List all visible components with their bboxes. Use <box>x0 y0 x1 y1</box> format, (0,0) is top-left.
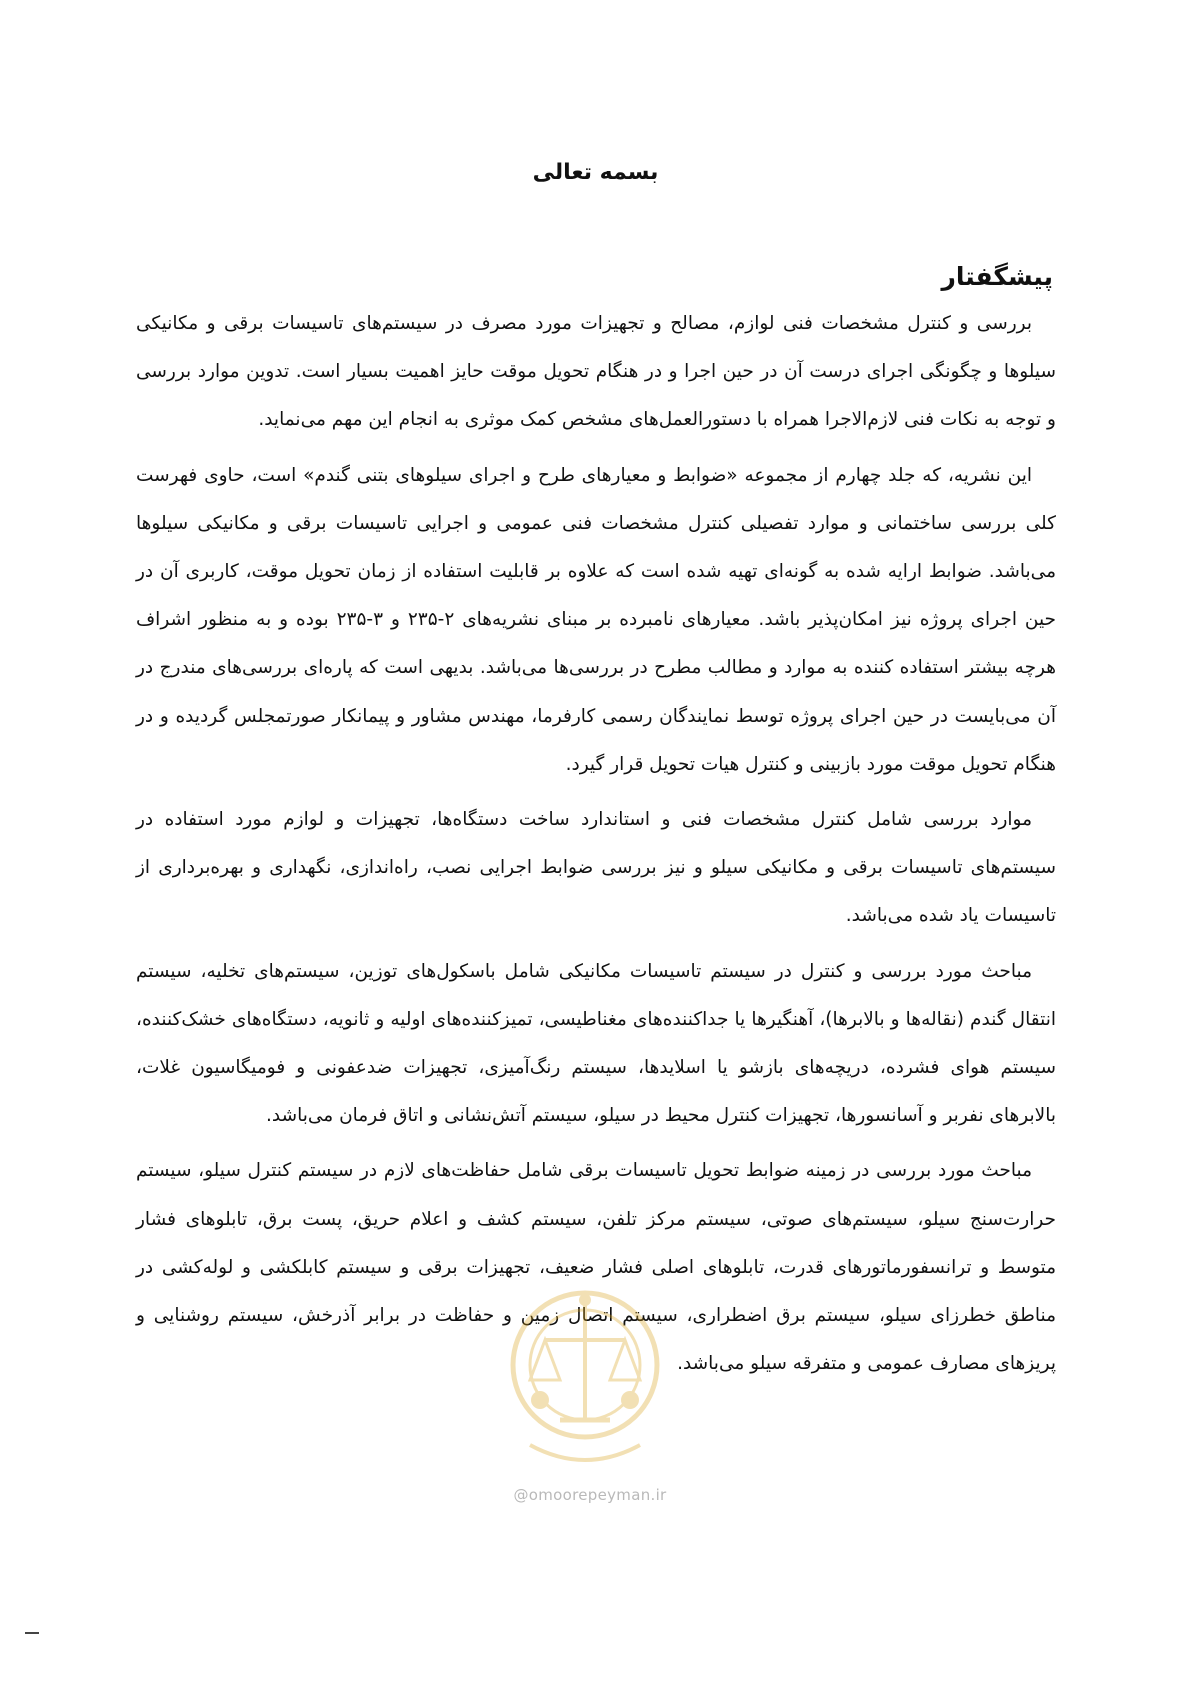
paragraph-1: بررسی و کنترل مشخصات فنی لوازم، مصالح و تجهیزات مورد مصرف در سیستم‌های تاسیسات برقی و مکانیکی سیلوها و چگونگی اجرای درست آن در حین اجرا و در هنگام تحویل موقت حایز اهمیت بسیار است. تدوین موارد بررسی و توجه به نکات فنی لازم‌الاجرا همراه با دستورالعمل‌های مشخص کمک موثری به انجام این مهم می‌نماید. <box>136 313 1056 431</box>
document-body <box>136 300 1056 1395</box>
paragraph-4: مباحث مورد بررسی و کنترل در سیستم تاسیسات مکانیکی شامل باسکول‌های توزین، سیستم‌های تخلیه، سیستم انتقال گندم (نقاله‌ها و بالابرها)، آهنگیرها یا جداکننده‌های مغناطیسی، تمیزکننده‌های اولیه و ثانویه، دستگاه‌های خشک‌کننده، سیستم هوای فشرده، دریچه‌های بازشو یا اسلایدها، سیستم رنگ‌آمیزی، تجهیزات ضدعفونی و فومیگاسیون غلات، بالابرهای نفربر و آسانسورها، تجهیزات کنترل محیط در سیلو، سیستم آتش‌نشانی و اتاق فرمان می‌باشد. <box>136 960 1056 1127</box>
paragraph-3: موارد بررسی شامل کنترل مشخصات فنی و استاندارد ساخت دستگاه‌ها، تجهیزات و لوازم مورد استفاده در سیستم‌های تاسیسات برقی و مکانیکی سیلو و نیز بررسی ضوابط اجرایی نصب، راه‌اندازی، نگهداری و بهره‌برداری از تاسیسات یاد شده می‌باشد. <box>136 809 1056 927</box>
paragraph-5: مباحث مورد بررسی در زمینه ضوابط تحویل تاسیسات برقی شامل حفاظت‌های لازم در سیستم کنترل سیلو، سیستم حرارت‌سنج سیلو، سیستم‌های صوتی، سیستم مرکز تلفن، سیستم کشف و اعلام حریق، پست برق، تابلوهای فشار متوسط و ترانسفورماتورهای قدرت، تابلوهای اصلی فشار ضعیف، تجهیزات برقی و سیستم کابلکشی و لوله‌کشی در مناطق خطرزای سیلو، سیستم برق اضطراری، سیستم اتصال زمین و حفاظت در برابر آذرخش، سیستم روشنایی و پریزهای مصارف عمومی و متفرقه سیلو می‌باشد. <box>136 1160 1056 1375</box>
paragraph-2: این نشریه، که جلد چهارم از مجموعه «ضوابط و معیارهای طرح و اجرای سیلوهای بتنی گندم» است، حاوی فهرست کلی بررسی ساختمانی و موارد تفصیلی کنترل مشخصات فنی عمومی و اجرایی تاسیسات برقی و مکانیکی سیلوها می‌باشد. ضوابط ارایه شده به گونه‌ای تهیه شده است که علاوه بر قابلیت استفاده از زمان تحویل موقت، کاربری آن در حین اجرای پروژه نیز امکان‌پذیر باشد. معیارهای نامبرده بر مبنای نشریه‌های ۲-۲۳۵ و ۳-۲۳۵ بوده و به منظور اشراف هرچه بیشتر استفاده کننده به موارد و مطالب مطرح در بررسی‌ها می‌باشد. بدیهی است که پاره‌ای بررسی‌های مندرج در آن می‌بایست در حین اجرای پروژه توسط نمایندگان رسمی کارفرما، مهندس مشاور و پیمانکار صورتمجلس گردیده و در هنگام تحویل موقت مورد بازبینی و کنترل هیات تحویل قرار گیرد. <box>136 464 1056 775</box>
document-header: بسمه تعالی <box>532 160 659 185</box>
watermark-text: @omoorepeyman.ir <box>513 1486 667 1504</box>
page-corner-mark <box>25 1632 39 1634</box>
section-title: پیشگفتار <box>941 262 1053 291</box>
